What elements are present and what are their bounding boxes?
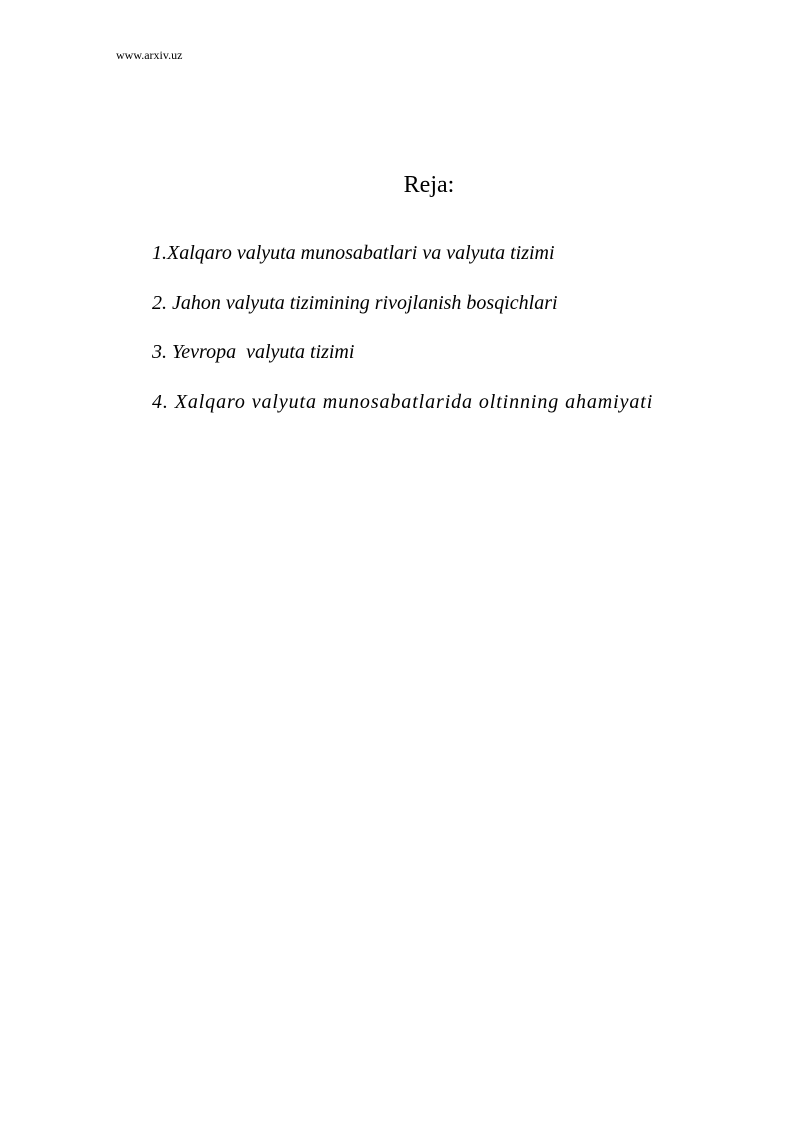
plan-item-2: 2. Jahon valyuta tizimining rivojlanish bosqichlari — [152, 291, 558, 314]
header-url: www.arxiv.uz — [116, 48, 183, 62]
plan-list — [152, 240, 653, 438]
plan-item-1: 1.Xalqaro valyuta munosabatlari va valyuta tizimi — [152, 242, 555, 264]
plan-item-3: 3. Yevropa valyuta tizimi — [152, 341, 355, 363]
page-title: Reja: — [403, 172, 455, 198]
plan-item-4: 4. Xalqaro valyuta munosabatlarida oltinning ahamiyati — [152, 390, 654, 413]
